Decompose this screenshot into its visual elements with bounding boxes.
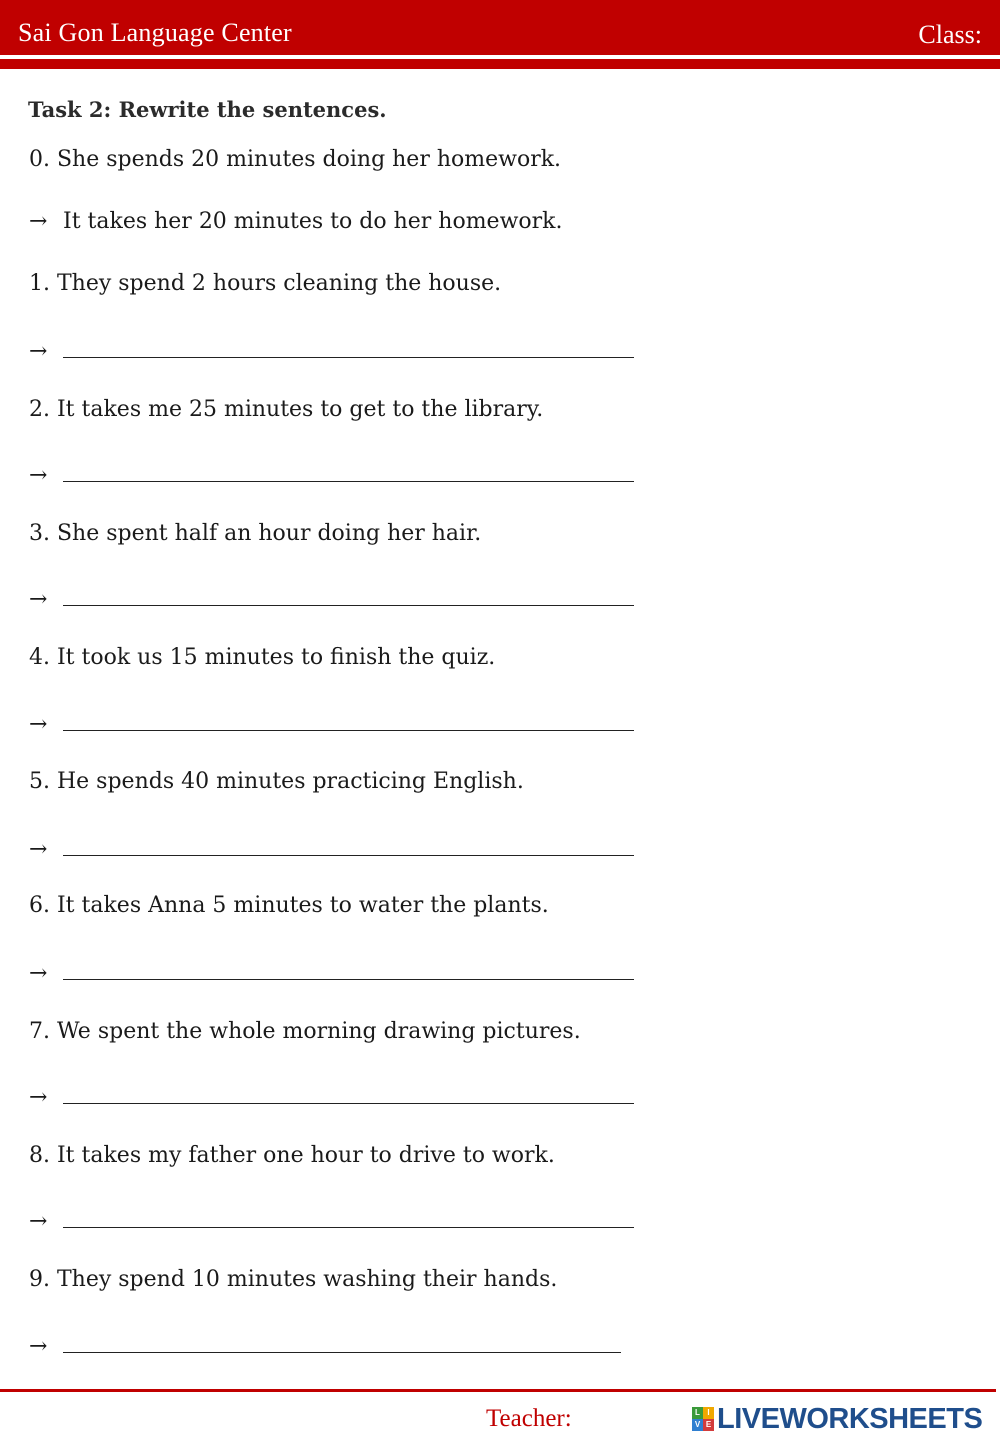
answer-blank[interactable] <box>63 957 634 980</box>
answer-blank[interactable] <box>63 1205 634 1228</box>
arrow-icon: → <box>29 712 48 737</box>
answer-blank[interactable] <box>63 335 634 358</box>
answer-blank[interactable] <box>63 1330 621 1353</box>
question-sentence: 1. They spend 2 hours cleaning the house. <box>29 271 502 296</box>
arrow-icon: → <box>29 1334 48 1359</box>
question-sentence: 2. It takes me 25 minutes to get to the library. <box>29 397 544 422</box>
question-sentence: 7. We spent the whole morning drawing pictures. <box>29 1019 581 1044</box>
question-sentence: 4. It took us 15 minutes to finish the quiz. <box>29 645 496 670</box>
arrow-icon: → <box>29 339 48 364</box>
answer-blank[interactable] <box>63 1081 634 1104</box>
answer-row <box>29 459 634 488</box>
center-name: Sai Gon Language Center <box>18 18 292 47</box>
liveworksheets-logo <box>692 1403 982 1435</box>
teacher-label: Teacher: <box>486 1405 572 1432</box>
answer-row <box>29 335 634 364</box>
question-sentence: 8. It takes my father one hour to drive to work. <box>29 1143 555 1168</box>
answer-row <box>29 957 634 986</box>
answer-row <box>29 1205 634 1234</box>
answer-row <box>29 708 634 737</box>
arrow-icon: → <box>29 961 48 986</box>
answer-row <box>29 833 634 862</box>
liveworksheets-icon: L I V E <box>692 1407 714 1431</box>
header-divider <box>0 59 1000 69</box>
answer-row <box>29 1330 621 1359</box>
example-answer: It takes her 20 minutes to do her homework. <box>63 209 563 234</box>
arrow-icon: → <box>29 209 48 234</box>
brand-name: LIVEWORKSHEETS <box>717 1402 983 1435</box>
arrow-icon: → <box>29 587 48 612</box>
class-label: Class: <box>918 20 982 49</box>
question-sentence: 5. He spends 40 minutes practicing English. <box>29 769 524 794</box>
arrow-icon: → <box>29 1209 48 1234</box>
answer-blank[interactable] <box>63 459 634 482</box>
question-sentence: 6. It takes Anna 5 minutes to water the plants. <box>29 893 549 918</box>
answer-blank[interactable] <box>63 708 634 731</box>
answer-blank[interactable] <box>63 583 634 606</box>
answer-blank[interactable] <box>63 833 634 856</box>
question-sentence: 9. They spend 10 minutes washing their hands. <box>29 1267 558 1292</box>
arrow-icon: → <box>29 837 48 862</box>
arrow-icon: → <box>29 1085 48 1110</box>
arrow-icon: → <box>29 463 48 488</box>
example-sentence: 0. She spends 20 minutes doing her homework. <box>29 147 562 172</box>
example-answer-row <box>29 209 563 234</box>
answer-row <box>29 1081 634 1110</box>
answer-row <box>29 583 634 612</box>
question-sentence: 3. She spent half an hour doing her hair. <box>29 521 482 546</box>
footer-divider <box>0 1389 996 1392</box>
task-title: Task 2: Rewrite the sentences. <box>28 97 387 122</box>
